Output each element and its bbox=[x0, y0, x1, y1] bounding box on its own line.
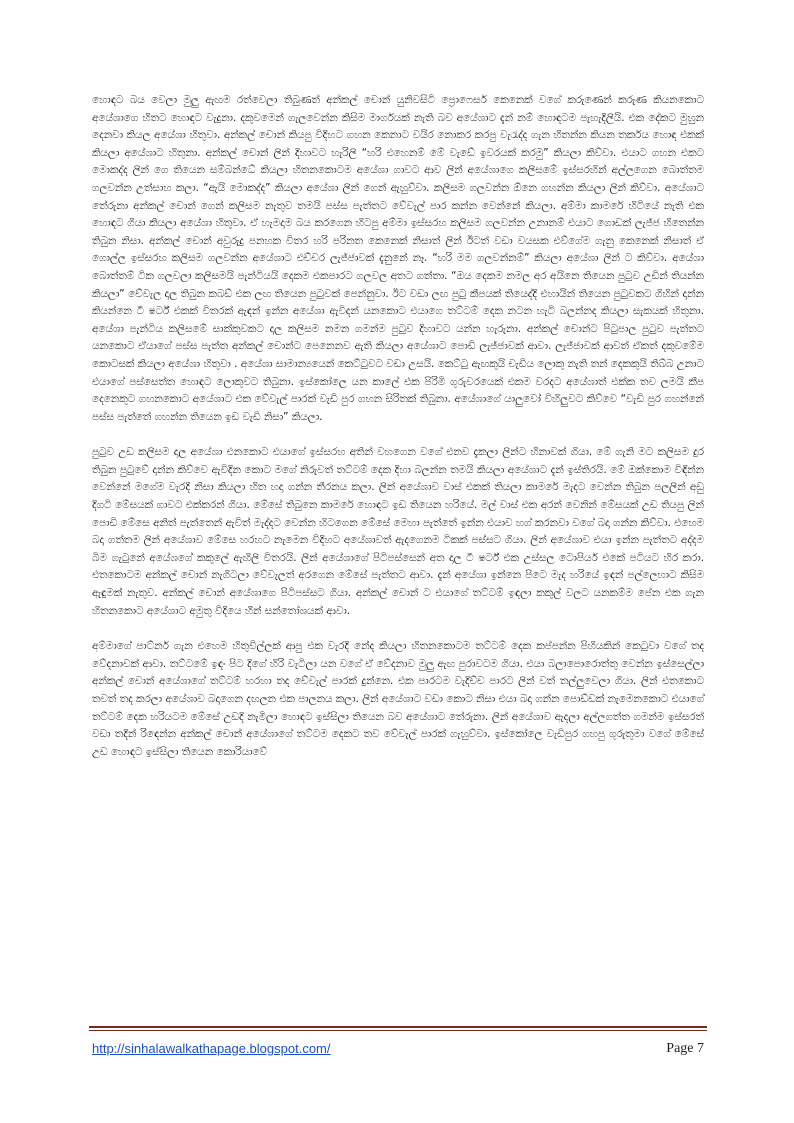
story-body bbox=[92, 92, 704, 779]
paragraph-2: පුටුව උඩ කලිසම දාල අයේශා එනකොට එයාගේ ඉස්සරහ අතින් වහගෙන වගේ එනව දැකලා ලින්ට හිනාවක් ගියා. මේ ගැනි මට කලිසම දුර තිබුන පුටුවේ දාන්න කිව්වෙ ඇවිදින කොට මගේ නිරුවත් තට්ටම් දෙක දිහා බලන්න තමයි කියලා අයේශාට දැන් ඉස්තිරයි. මේ ඔක්කොම විඳින්න වෙන්නේ මගේම වැරදි නිසා කියලා හිත හදා ගන්න තීරනය කලා. ලින් අයේශාව වාස් එකක් තියලා කාමරේ මැදට වෙන්න තිබුන පලලින් අඩු දිගටි මේසයක් ගාවට එක්කරන් ගියා. මේසේ තිබුනෙ කාමරේ හොඳට ඉඩ තියෙන හරියේ. මල් වාස් එක අරන් වෙනින් මේසයක් උඩ තියපු ලින් පොඩි මේසෙ අනිත් පැත්තෙන් ඇවිත් මැද්දට වෙන්න හිටගෙන මේසේ මෙහා පැත්තේ ඉන්න එයාව හග් කරනවා වගේ බදා ගන්න කිව්වා. එහෙම බදා ගත්තම ලින් අයේශාව මේසෙ හරහට නැමෙන විදිහට අයේශාවත් ඇදගෙනම ටිකක් පස්සට ගියා. ලින් අයේශාව එයා ඉන්න පැත්තට අද්දම බිම ගැටුනේ අයේශගේ කකුලේ ඇඟිලි විතරයි. ලින් අයේශාගේ පිටිපස්සෙන් අත දාල ටී ෂර්ට් එක උස්සල ටොපියර් එකේ පටියට හිර කරා. එතකොටම අන්කල් චොන් නැගිටලා වේවැලත් අරගෙන මේසේ පැත්තට ආවා. දැන් අයේශා ඉන්නෙ පිටෙ මැද හරියේ ඉඳන් පල්ලෙහාට කිසිම ඇඳුමක් නැතුව. අන්කල් චොන් අයේශාගෙ පිටිපස්සට ගියා. අන්කල් චොන් ට එයාගේ තට්ටම් ඉඳලා කකුල් වලට යනකම්ම පේන එක ගැන හිතනකොට අයේශාට අමුතු විදියෙ හීන් සන්තෝශයක් ආවා. bbox=[92, 446, 704, 617]
paragraph-1: හොඳට බය වෙලා මුලු ඇඟම රත්වෙලා තිබුණත් අන්කල් චොන් යුනිවසිටි ප්‍රොෆෙසර් කෙනෙක් වගේ කරුණෙන් කරුණ කියනකොට අයේශාගෙ හිතට හොඳට වැදුනා. දකුවමෙන් ගැලවෙන්න කිසිම මාර්ගයක් නැති බව අයේශාට දැන් නම් හොඳටම පැහැදිලියි. එක දේකට මුහුන දෙනවා කියල අයේශා හිතුවා. අන්කල් චොන් කියපු විදිහට ගහන කෙනාට වයිර නොකර කරපු වැරැද්ද ගැන හිතන්න කියන තර්කය හොඳ එකක් කියලා අයේශාට හිතුනා. අන්කල් චොන් ලින් දිහාවට හැරිලි “හරි එහෙනම් මේ වැඩේ ඉවරයක් කරමු” කියලා කිව්වා. එයාට ගහන එකට මොකද්ද ලින් ගෙ තියෙන සම්බන්ධේ කියලා හිතනකොටම අයේශා ගාවට ආව ලින් අයේශාගෙ කලිසමේ ඉස්සරහින් අල්ලගෙන බොත්තම ගලවන්න උත්සාහ කලා. “ඇයි මොකද්ද” කියලා අයේශා ලින් ගෙන් ඇහුව්වා. කලිසම ගලවන්න ඕනෙ ගහන්න කියලා ලින් කිව්වා. අයේශාට තේරුනා අන්කල් චොන් ගෙන් කලිසම නැතුව තමයි පස්ස පැත්තට වේවැල් පාර කන්න වෙන්නේ කියලා. අම්මා කාමරේ හිටියේ නැති එක හොඳට ගියා කියලා අයේශා හිතුවා. ඒ හැමදාම බය කරගෙන හිටපු අම්මා ඉස්සරහ කලිසම ගලවන්න උනානම් එයාට ගොඩක් ලැජ්ජ හිතෙන්න තිබුන නිසා. අන්කල් චොන් අවුරුදු පනහක විතර හරි පරිනත කෙනෙක් නිසාත් ලින් ඊටත් වඩා වයසක එව්ගේම ගැනු කෙනෙක් නිසාත් ඒ ගොල්ල ඉස්සරහ කලිසම ගලවන්න අයේශාට එච්චර ලැජ්ජාවක් දැනුනේ නෑ. “හරි මම ගලවන්නම්” කියලා අයේශා ලින් ට කිව්වා. අයේශා බොත්තම් ටික ගලවලා කලිසමයි පැන්ටියයි දෙකම එකපාරට ගලවල අතට ගත්තා. “ඔය දෙකම නමල අර අයිනෙ තියෙන පුටුව උඩින් තියන්න කියලා” චේවැල දාල තිබුන කබඩ් එක ලඟ තියෙන පුටුවක් පෙන්නුවා. ඊට වඩා ලඟ පුටු කීපයක් තියෙද්දි එහායින් තියෙන පුටුවකට ගිහින් දාන්න කියන්නෙ ටී ෂර්ට් එකක් විතරක් ඇඳන් ඉන්න අයේශා ඇවිදන් යනකොට එයාගෙ තට්ටම් දෙක නටන හැටි බලන්නද කියලා සැකයක් හිතුනා. අයේශා පැන්ටිය කලිසමේ සාක්කුවකට දාල කලිසම නමන ගමන්ම පුටුව දිහාවට යන්න හැරුනා. අන්කල් චොන්ට පිටුපාල පුටුව පැත්තට යනකොට ඒයාගේ පස්ස පැත්ත අන්කල් චොන්ට පෙනෙනව ඇති කියලා අයේශාට පොඩි ලැජ්ජාවක් ආවා. ලැජ්ජාවක් ආවත් ඒකත් දකුවමේම කොටසක් කියලා අයේශා හිතුවා . අයේශා සාමාන්‍යයෙන් කෙට්ටුවට වඩා උසයි. කෙට්ටු ඇඟකුයි චැඩිය ලොකු නැති තන් දෙකකුයි තිබ්බ උනාට එයාගේ පස්සෙත්ත හොඳට ලොකුවට තිබුනා. ඉස්කෝලෙ යන කාලේ එක පිරිමි ගුරුවරයෙක් එකම වරදට අයේශාත් එක්ක තව ලමයි කීප දෙනෙකුට ගහනකොට අයේශාට එක වේවැල් පාරක් වැඩි පුර ගහන සිරිතක් තිබුනා. අයේශාගේ යාලුවෝ විහිලුවට කිව්වෙ “වැඩි පුර ගහන්නේ පස්ස පැත්තේ ගහන්න තියෙන ඉඩ වැඩි නිසා” කියලා. bbox=[92, 94, 704, 423]
footer-divider bbox=[89, 1026, 707, 1028]
paragraph-3: අම්මාගේ පාට්නර් ගැන එහෙම හිතුවිල්ලක් ආපු එක වැරදි නේද කියලා හිතනකොටම තට්ටම් දෙක කප්පන්න පිහියකින් කෙටුවා වගේ තද වේදනාවක් ආවා. තට්ටමේ ඉඳං පිට දිගේ හිරි වැටිලා යන වගේ ඒ වේදනාව මුලු ඇඟ පුරාවටම ගියා. එයා බලාපොරොත්තු වෙන්න ඉස්සෙල්ලා අන්කල් චොන් අයේශාගේ තට්ටම් හරහා තද චේවැල් පාරක් දුන්නෙ. එක පාරටම වැදිච්ච පාරට ලින් වත් තල්ලුවෙලා ගියා. ලින් එතකොට තවත් තද කරලා අයේශාව බදාගෙන දඟලන එක පාලනය කලා. ලින් අයේශාට වඩා කොට නිසා එයා බදා ගන්න පොඩ්ඩක් නැමෙනකොට එයාගේ තට්ටම් දෙක හරියටම මේසේ උඩදි නැමිලා හොඳට ඉස්සිලා තියෙන බව අයේශාට තේරුනා. ලින් අයේශාව ඇදලා අල්ලගත්ත ගමන්ම ඉස්සරත් වඩා තදින් රිඳෙන්න අන්කල් චොන් අයේශාගේ තට්ටම දෙකට තව වේවැල් පාරක් ගැහුව්වා. ඉස්කෝලෙ වැඩිපුර ගහපු ගුරුතුමා වගේ මේසේ උඩ හොඳට ඉස්සිලා තියෙන කොරියාවේ bbox=[92, 640, 704, 758]
footer-blog-link[interactable]: http://sinhalawalkathapage.blogspot.com/ bbox=[92, 1041, 331, 1056]
page-number: Page 7 bbox=[666, 1041, 704, 1056]
footer-divider-thin bbox=[89, 1030, 707, 1031]
